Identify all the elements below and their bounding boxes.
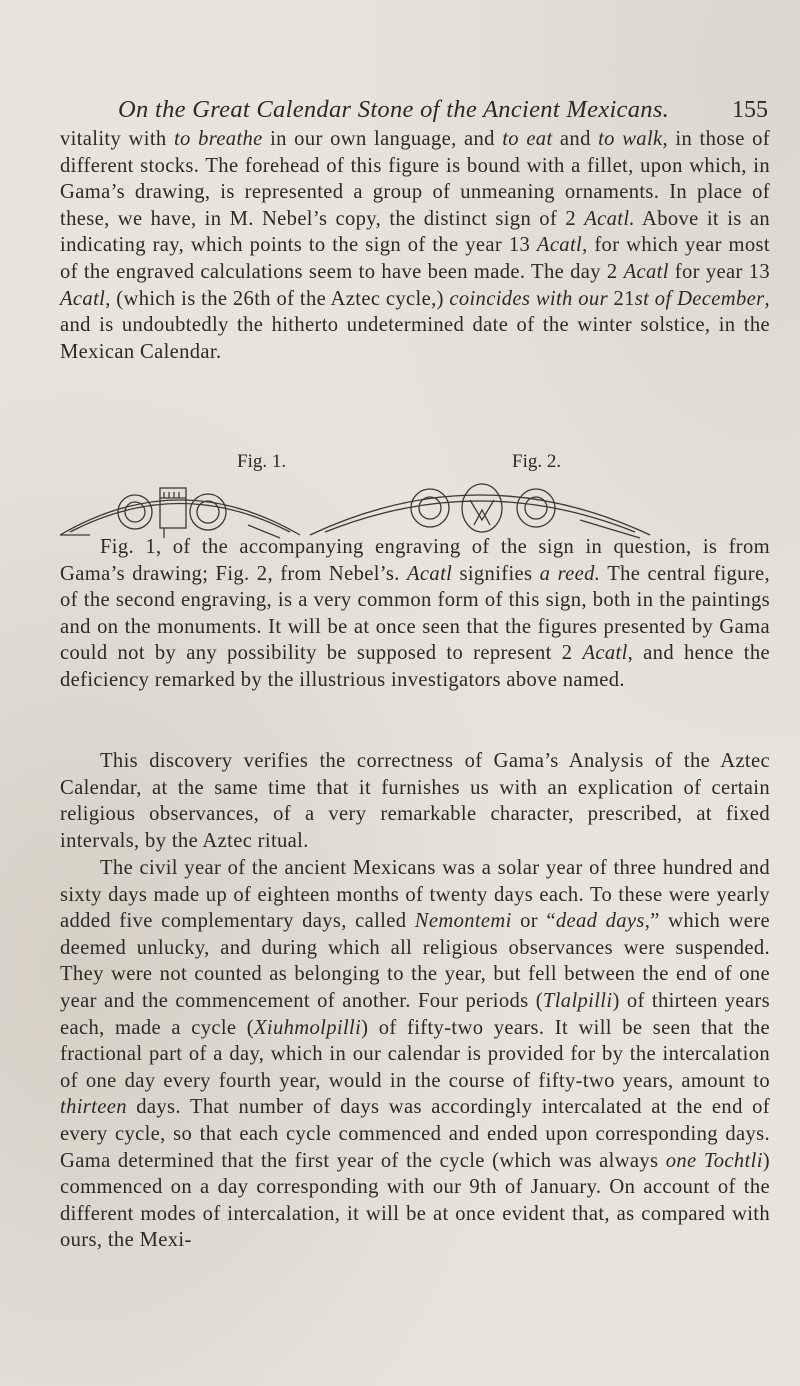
text-run: ,” which were deemed unlucky, and during which all religious observances were suspended. They were not counted as belonging to the year, but fell between the end of one year and the commencement of another. Four periods ( [60,910,770,1012]
text-run: The civil year of the ancient Mexicans was a solar year of three hundred and sixty days made up of eighteen months of twenty days each. To these were yearly added five complementary days, called [60,857,770,933]
running-header [118,96,768,124]
paragraph-text [60,126,770,365]
text-run: ) commenced on a day corresponding with our 9th of January. On account of the different modes of intercalation, it will be at once evident that, as compared with ours, the Mexi- [60,1149,770,1252]
page-number: 155 [732,97,768,123]
text-run: Fig. 1, of the accompanying engraving of the sign in question, is from Gama’s drawing; Fig. 2, from Nebel’s. [60,536,770,585]
fig-2-label: Fig. 2. [512,451,562,472]
italic-run: Acatl. [584,207,635,230]
text-run: in our own language, and [262,128,503,150]
text-run: , and is undoubtedly the hitherto undetermined date of the winter solstice, in the Mexican Calendar. [60,287,770,363]
text-run: , for which year most of the engraved calculations seem to have been made. The day 2 [60,234,770,283]
italic-run: a reed. [539,562,601,585]
text-run: for year 13 [668,260,771,283]
italic-run: Acatl [623,260,669,283]
italic-run: Nemontemi [414,910,512,933]
text-run: signifies [452,562,540,585]
italic-run: one Tochtli [665,1149,763,1172]
italic-run: Acatl [60,287,106,310]
italic-run: Acatl [582,642,628,665]
running-title: On the Great Calendar Stone of the Ancient Mexicans. [118,96,670,123]
paragraph-4 [60,855,770,1254]
fig-1-label: Fig. 1. [237,451,287,472]
text-run: 21 [607,287,635,310]
italic-run: coincides with our [449,287,608,310]
text-run: ) of fifty-two years. It will be seen that the fractional part of a day, which in our calendar is provided for by the intercalation of one day every fourth year, would in the course of fifty-two years, amount to [60,1016,770,1092]
italic-run: dead days [555,910,645,933]
italic-run: to walk [598,128,663,150]
italic-run: Tlalpilli [542,989,613,1012]
paragraph-2 [60,534,770,694]
paragraph-text [60,534,770,694]
text-run: days. That number of days was accordingly intercalated at the end of every cycle, so that each cycle commenced and ended upon corresponding days. Gama determined that the first year of the cycle (which was always [60,1096,770,1172]
fig-2-engraving [310,484,650,538]
paragraph-3 [60,748,770,854]
text-run: Above it is an indicating ray, which points to the sign of the year 13 [60,207,770,257]
paragraph-1 [60,126,770,365]
italic-run: Acatl [407,562,453,585]
text-run: or “ [511,910,556,933]
italic-run: to eat [502,128,553,150]
italic-run: to breathe [173,128,263,150]
italic-run: st of December [634,287,765,310]
text-run: The central figure, of the second engraving, is a very common form of this sign, both in the paintings and on the monuments. It will be at once seen that the figures presented by Gama could not by any possibility be supposed to represent 2 [60,562,771,665]
italic-run: thirteen [60,1096,127,1119]
text-run: ) of thirteen years each, made a cycle ( [60,989,770,1039]
text-run: and [552,128,599,150]
paragraph-text [60,748,770,854]
text-run: This discovery verifies the correctness of Gama’s Analysis of the Aztec Calendar, at the same time that it furnishes us with an explication of certain religious observances, of a very remarkable character, prescribed, at fixed intervals, by the Aztec ritual. [60,750,770,852]
fig-1-engraving [60,488,300,538]
paragraph-text [60,855,770,1254]
text-run: , in those of different stocks. The forehead of this figure is bound with a fillet, upon which, in Gama’s drawing, is represented a group of unmeaning ornaments. In place of these, we have, in M. Nebel’s copy, the distinct sign of 2 [60,128,771,230]
italic-run: Acatl [536,234,583,257]
text-run: , and hence the deficiency remarked by the illustrious investigators above named. [60,642,770,691]
text-run: vitality with [60,128,174,150]
acatl-engravings [40,470,720,540]
italic-run: Xiuhmolpilli [254,1016,362,1039]
text-run: , (which is the 26th of the Aztec cycle,) [105,287,450,310]
